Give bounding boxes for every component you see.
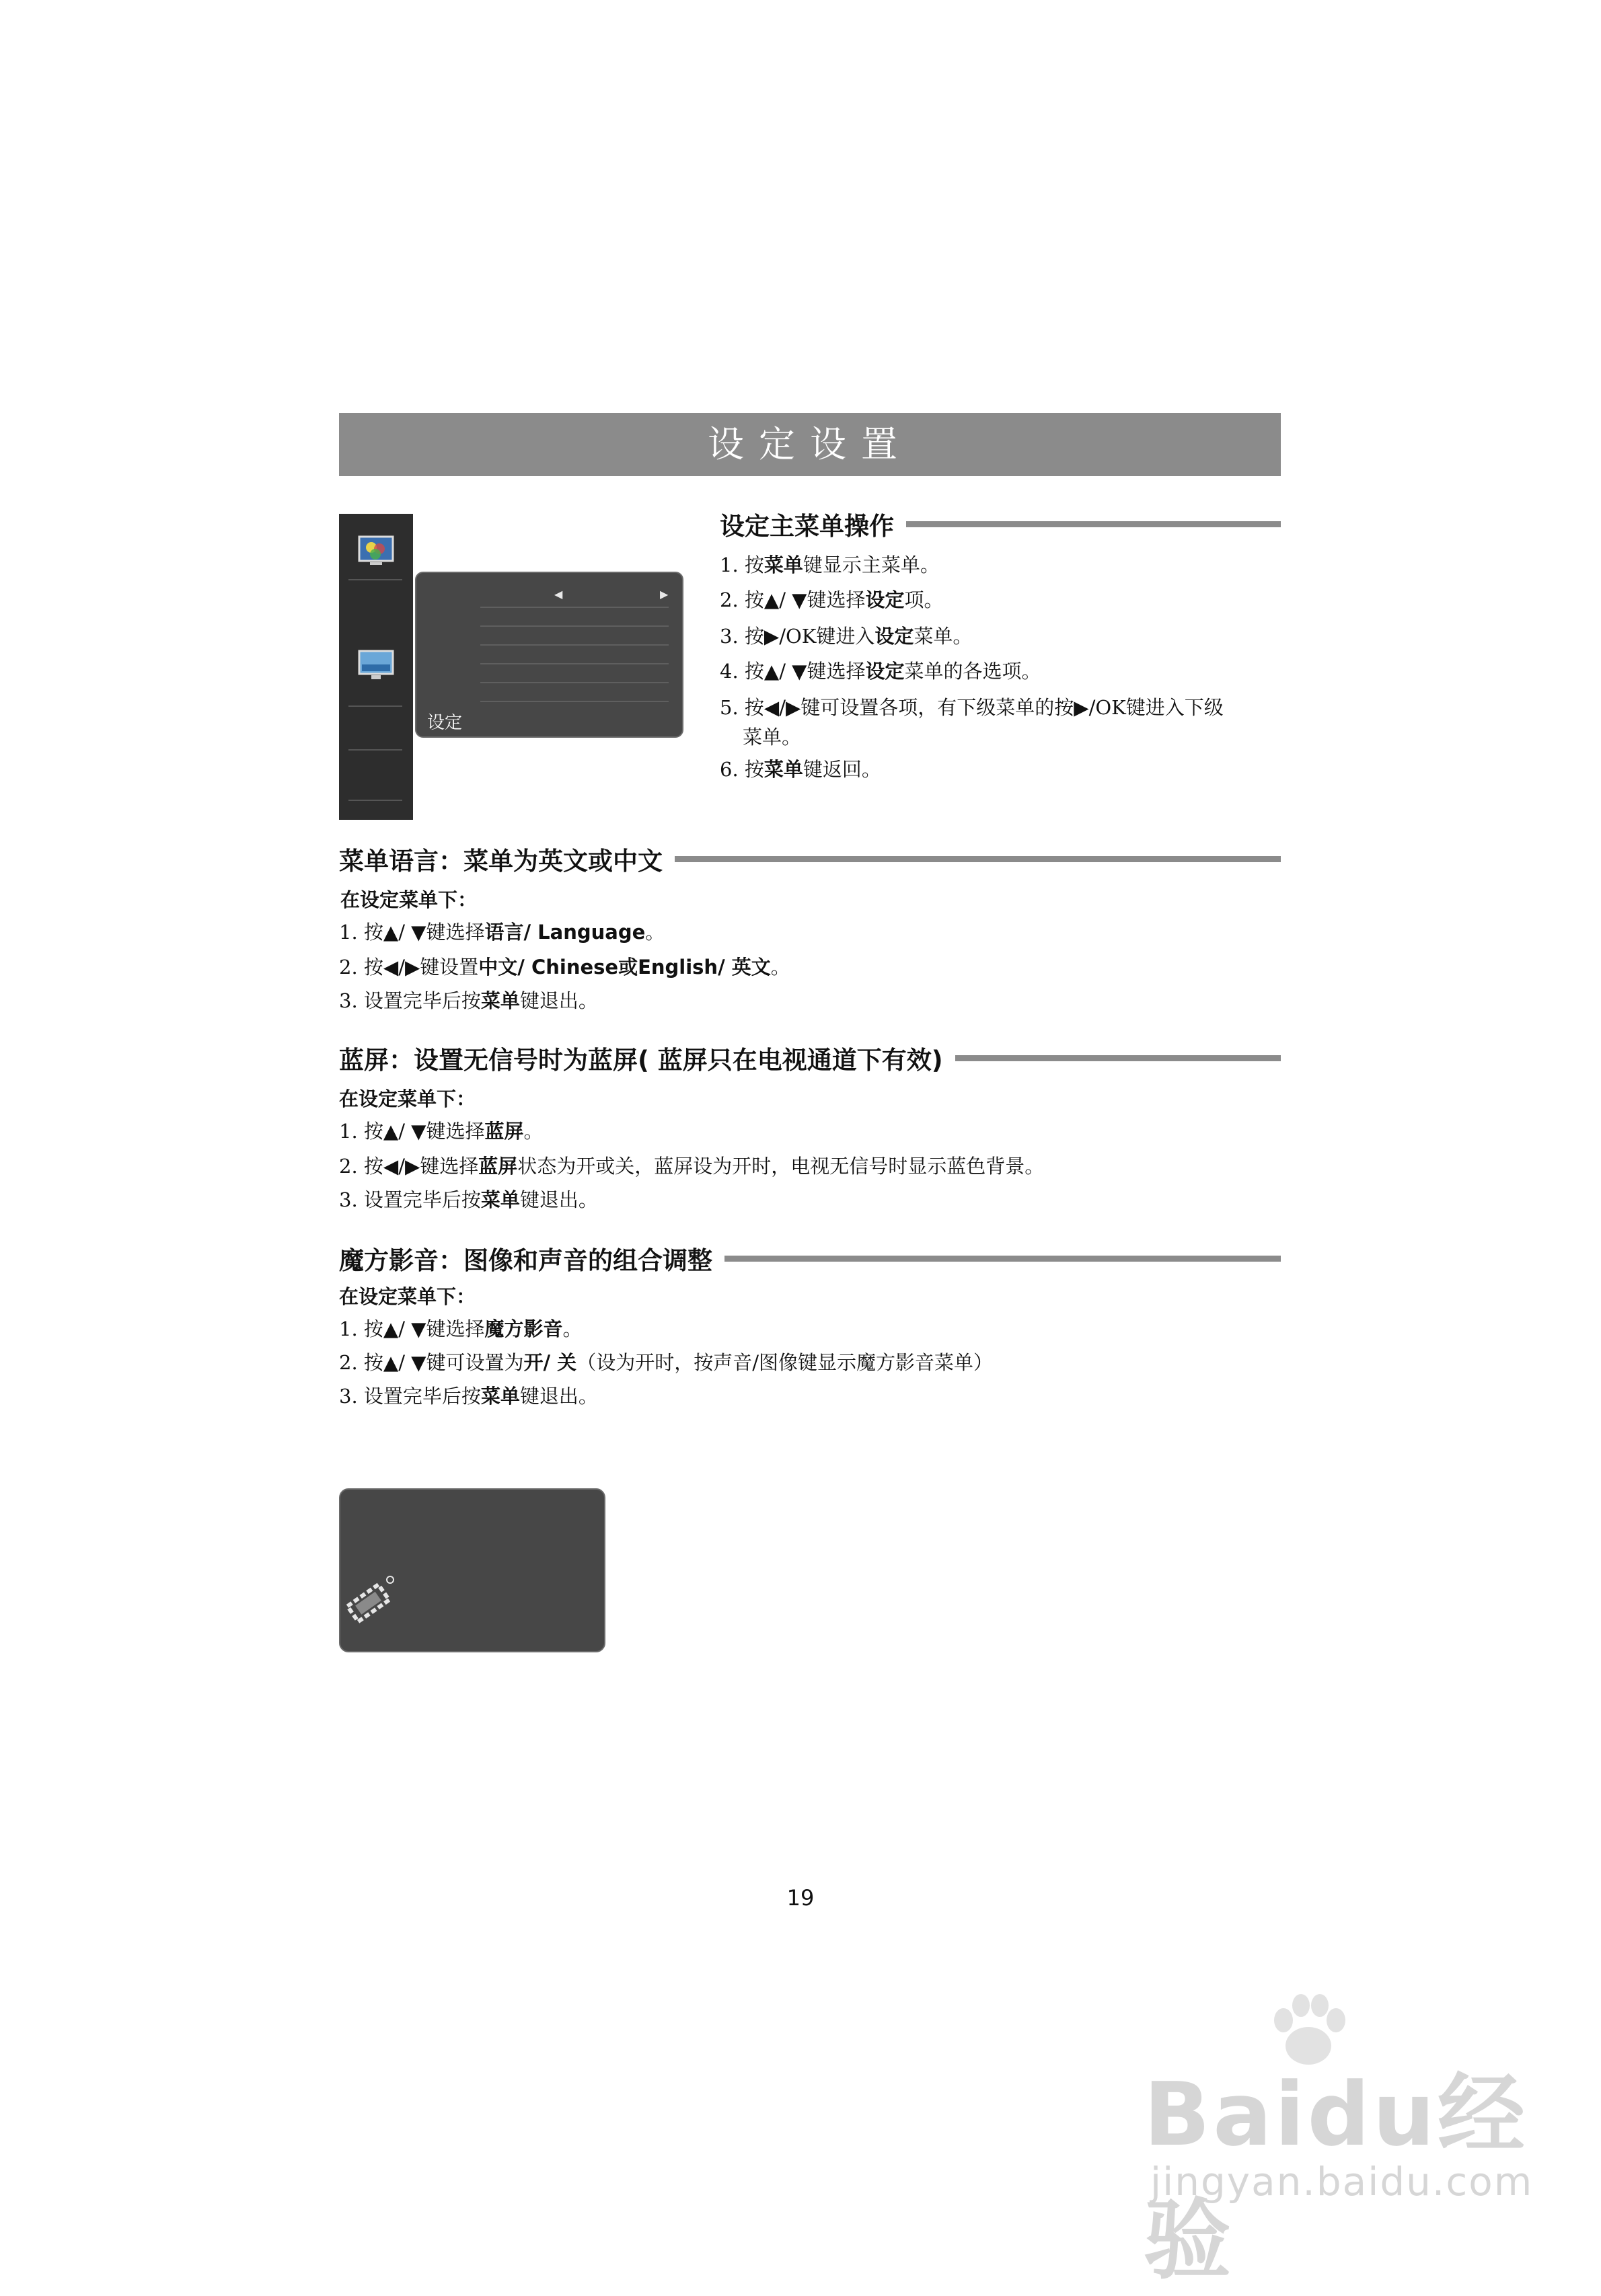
menu-row-divider [480, 607, 669, 608]
picture-icon [357, 534, 396, 568]
section-subtitle: 在设定菜单下： [340, 888, 478, 911]
step-line: 6. 按菜单键返回。 [720, 758, 881, 781]
heading-rule [906, 521, 1281, 527]
heading-rule [675, 856, 1281, 862]
step-line: 2. 按◀/▶键设置中文/ Chinese或English/ 英文。 [339, 956, 790, 979]
section-heading-language [339, 841, 1281, 877]
step-line: 菜单。 [743, 726, 802, 749]
left-arrow-icon: ◀ [554, 588, 563, 601]
heading-text: 菜单语言：菜单为英文或中文 [339, 847, 663, 876]
menu-label: 设定 [427, 713, 463, 733]
section-subtitle: 在设定菜单下： [339, 1087, 476, 1110]
step-line: 2. 按▲/ ▼键选择设定项。 [720, 588, 944, 611]
step-line: 2. 按◀/▶键选择蓝屏状态为开或关，蓝屏设为开时，电视无信号时显示蓝色背景。 [339, 1155, 1045, 1178]
step-line: 1. 按菜单键显示主菜单。 [720, 553, 940, 576]
right-arrow-icon: ▶ [660, 588, 669, 601]
menu-row-divider [480, 682, 669, 683]
step-line: 4. 按▲/ ▼键选择设定菜单的各选项。 [720, 660, 1041, 683]
section-subtitle: 在设定菜单下： [339, 1285, 476, 1308]
section-heading-bluescreen [339, 1040, 1281, 1076]
step-line: 1. 按▲/ ▼键选择魔方影音。 [339, 1317, 583, 1340]
menu-row-divider [480, 663, 669, 664]
title-banner [339, 413, 1281, 476]
sidebar-divider [348, 800, 402, 801]
step-line: 3. 设置完毕后按菜单键退出。 [339, 1188, 598, 1211]
section-heading-magic-av [339, 1240, 1281, 1276]
heading-rule [724, 1256, 1281, 1262]
rotating-cube-icon [340, 1570, 401, 1631]
watermark-brand: Baidu经验 [1144, 2063, 1528, 2291]
menu-row-divider [480, 701, 669, 702]
page-number: 19 [786, 1885, 815, 1911]
step-line: 3. 设置完毕后按菜单键退出。 [339, 989, 598, 1012]
watermark-url: jingyan.baidu.com [1150, 2159, 1534, 2205]
step-line: 5. 按◀/▶键可设置各项，有下级菜单的按▶/OK键进入下级 [720, 696, 1224, 719]
step-line: 3. 设置完毕后按菜单键退出。 [339, 1385, 598, 1408]
step-line: 1. 按▲/ ▼键选择语言/ Language。 [339, 921, 665, 944]
step-line: 3. 按▶/OK键进入设定菜单。 [720, 625, 973, 648]
heading-text: 魔方影音：图像和声音的组合调整 [339, 1246, 712, 1275]
menu-row-divider [480, 625, 669, 627]
step-line: 2. 按▲/ ▼键可设置为开/ 关（设为开时，按声音/图像键显示魔方影音菜单） [339, 1351, 993, 1374]
osd-sidebar [339, 514, 413, 820]
menu-row-divider [480, 644, 669, 646]
sidebar-divider [348, 749, 402, 751]
heading-text: 蓝屏：设置无信号时为蓝屏( 蓝屏只在电视通道下有效) [339, 1046, 943, 1075]
heading-text: 设定主菜单操作 [720, 512, 894, 541]
magic-av-osd-screenshot [339, 1488, 605, 1652]
tv-icon [357, 648, 396, 682]
sidebar-divider [348, 579, 402, 580]
heading-rule [955, 1055, 1281, 1061]
settings-menu-panel [415, 572, 683, 738]
page-title: 设定设置 [708, 423, 912, 465]
section-heading-main-menu [720, 506, 1281, 542]
step-line: 1. 按▲/ ▼键选择蓝屏。 [339, 1120, 544, 1143]
sidebar-divider [348, 705, 402, 707]
